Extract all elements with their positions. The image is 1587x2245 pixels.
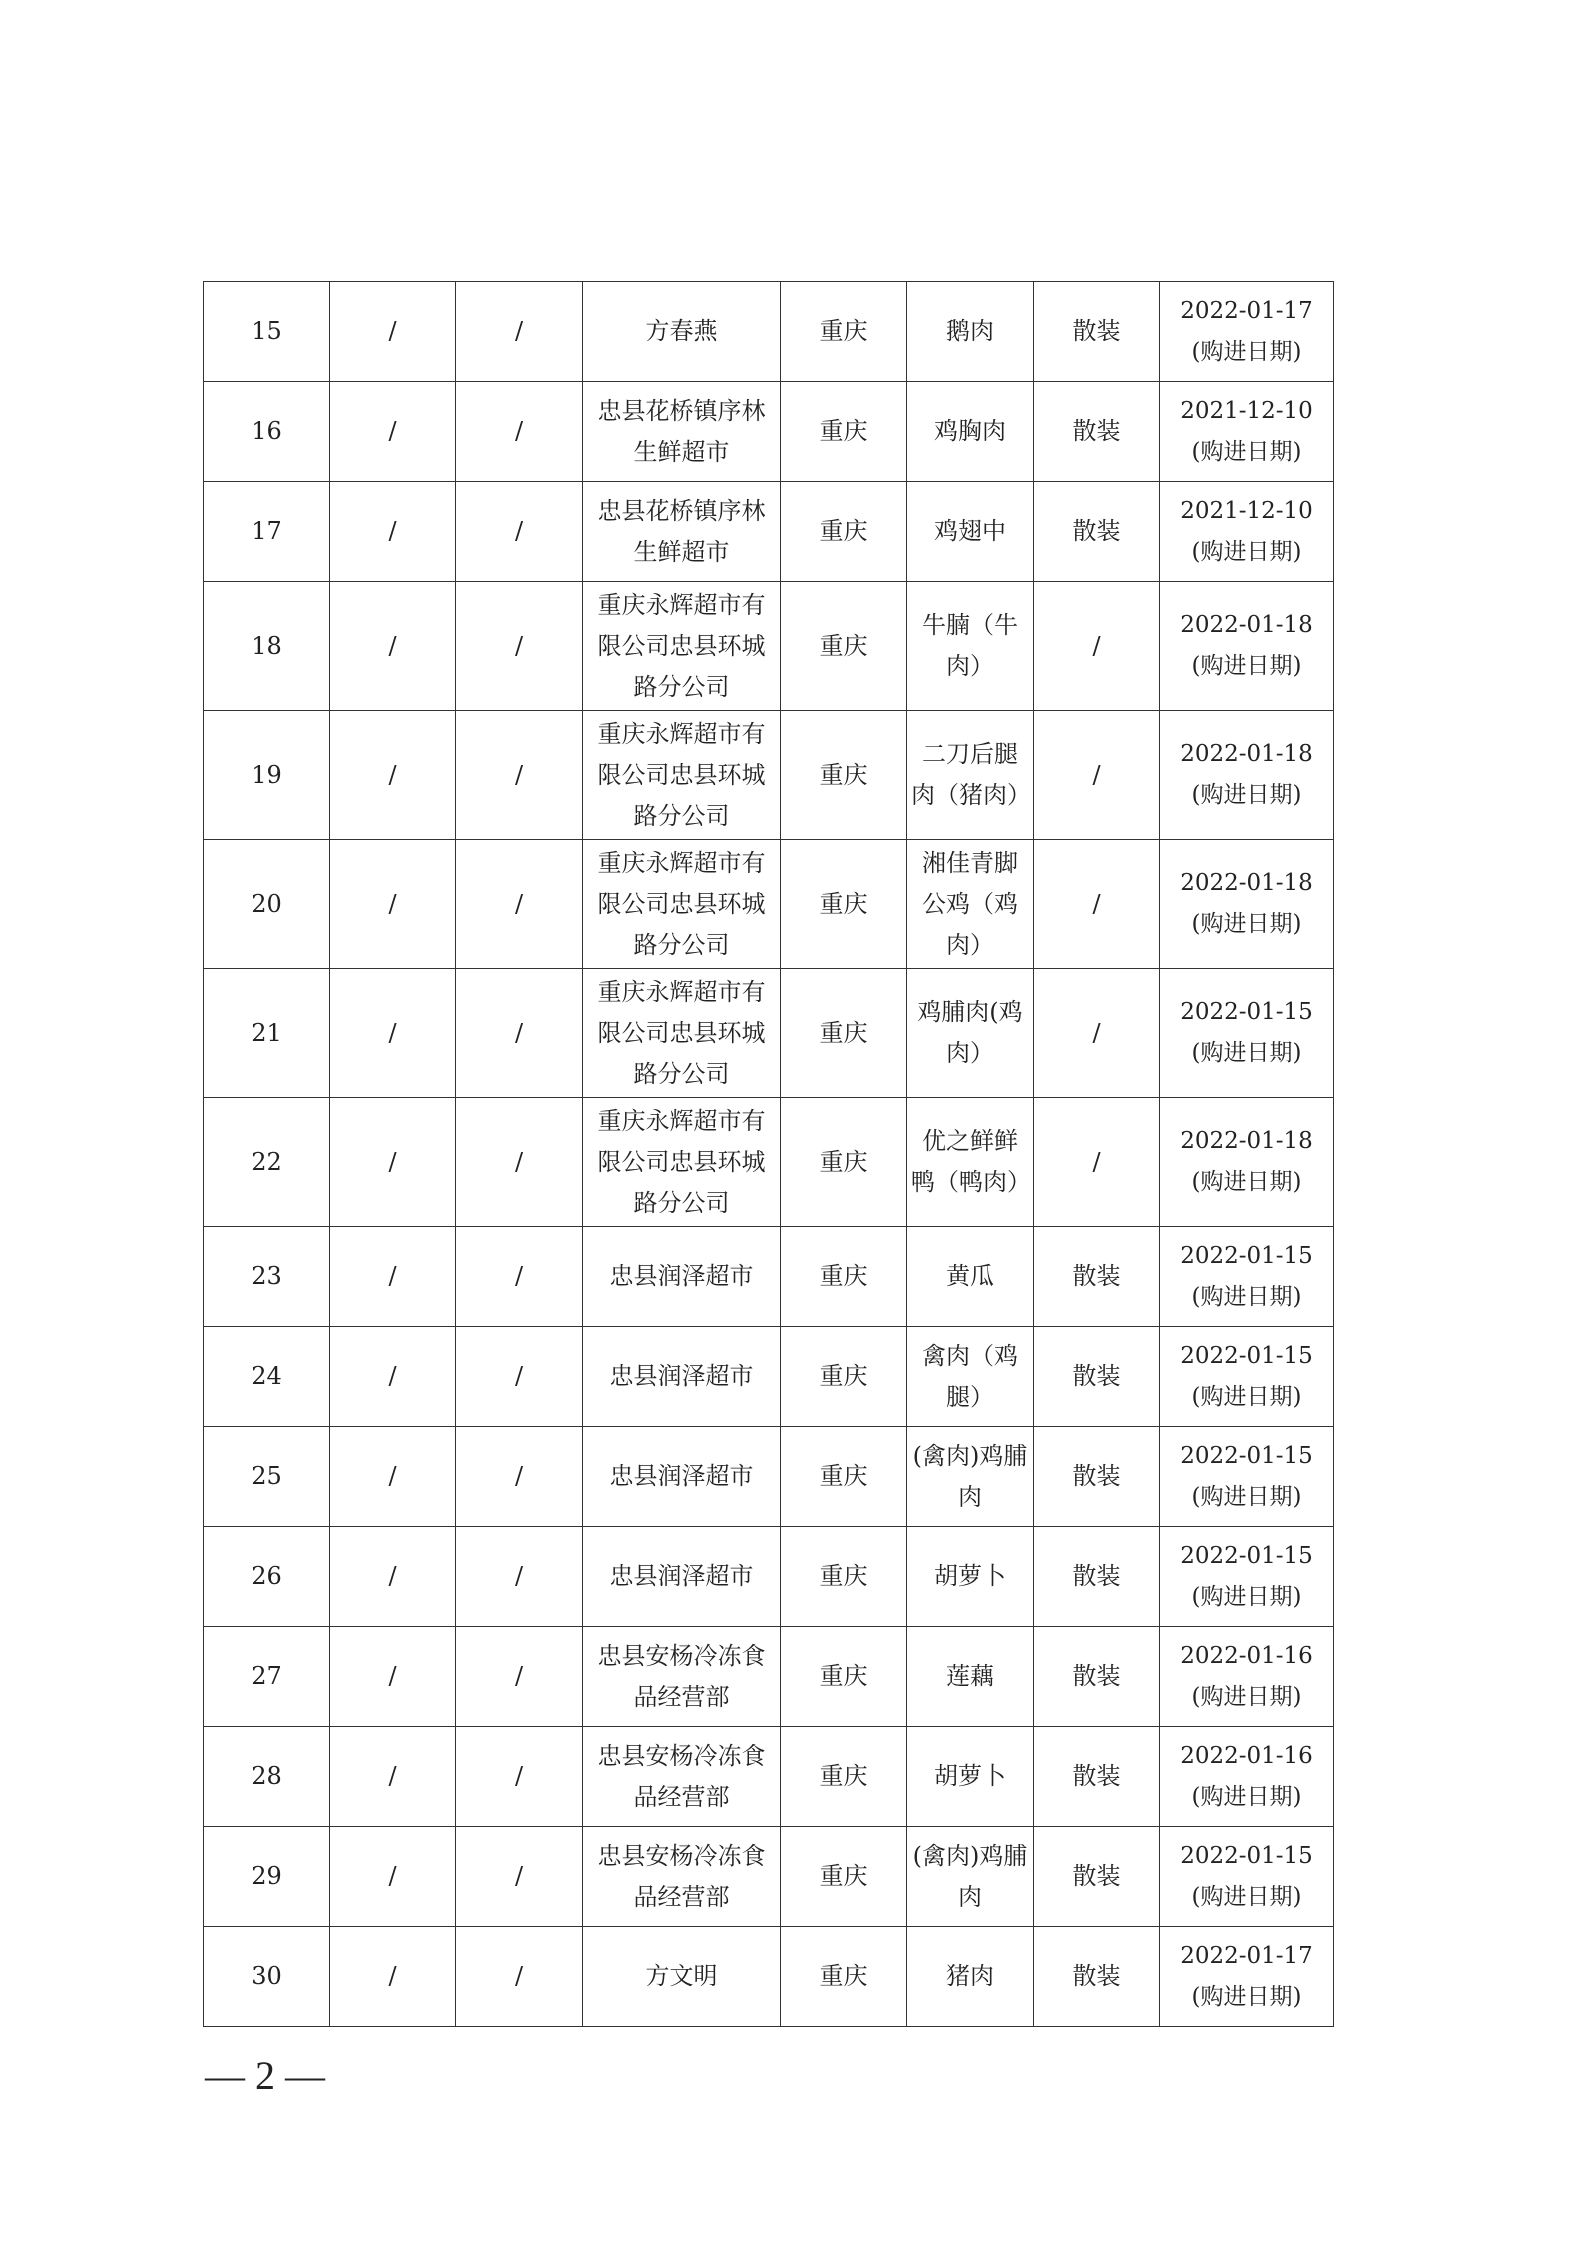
packaging-cell: 散装	[1034, 1227, 1160, 1327]
store-name-cell: 忠县安杨冷冻食品经营部	[583, 1727, 781, 1827]
slash-cell-3: /	[456, 840, 583, 969]
packaging-cell: 散装	[1034, 1627, 1160, 1727]
slash-cell-3: /	[456, 1827, 583, 1927]
store-name-cell: 忠县润泽超市	[583, 1527, 781, 1627]
table-row	[204, 1627, 1334, 1727]
packaging-cell: /	[1034, 711, 1160, 840]
slash-cell-3: /	[456, 1527, 583, 1627]
region-cell: 重庆	[781, 1927, 907, 2027]
region-cell: 重庆	[781, 1627, 907, 1727]
purchase-date-cell: 2022-01-15 (购进日期)	[1160, 1527, 1334, 1627]
store-name-cell: 重庆永辉超市有限公司忠县环城路分公司	[583, 711, 781, 840]
slash-cell-2: /	[330, 969, 456, 1098]
slash-cell-3: /	[456, 1227, 583, 1327]
slash-cell-2: /	[330, 482, 456, 582]
purchase-date-cell: 2022-01-16 (购进日期)	[1160, 1627, 1334, 1727]
table-row	[204, 969, 1334, 1098]
packaging-cell: /	[1034, 969, 1160, 1098]
row-number-cell: 17	[204, 482, 330, 582]
store-name-cell: 重庆永辉超市有限公司忠县环城路分公司	[583, 840, 781, 969]
product-name-cell: 牛腩（牛肉）	[907, 582, 1034, 711]
row-number-cell: 26	[204, 1527, 330, 1627]
slash-cell-3: /	[456, 1098, 583, 1227]
row-number-cell: 29	[204, 1827, 330, 1927]
slash-cell-2: /	[330, 582, 456, 711]
row-number-cell: 16	[204, 382, 330, 482]
packaging-cell: 散装	[1034, 1727, 1160, 1827]
row-number-cell: 30	[204, 1927, 330, 2027]
region-cell: 重庆	[781, 482, 907, 582]
purchase-date-cell: 2022-01-15 (购进日期)	[1160, 969, 1334, 1098]
store-name-cell: 忠县润泽超市	[583, 1427, 781, 1527]
slash-cell-3: /	[456, 711, 583, 840]
packaging-cell: /	[1034, 1098, 1160, 1227]
region-cell: 重庆	[781, 382, 907, 482]
slash-cell-3: /	[456, 969, 583, 1098]
product-name-cell: 湘佳青脚公鸡（鸡肉）	[907, 840, 1034, 969]
slash-cell-2: /	[330, 1527, 456, 1627]
product-name-cell: 胡萝卜	[907, 1527, 1034, 1627]
purchase-date-cell: 2022-01-18 (购进日期)	[1160, 840, 1334, 969]
table-row	[204, 1727, 1334, 1827]
table-row	[204, 1098, 1334, 1227]
row-number-cell: 28	[204, 1727, 330, 1827]
product-name-cell: 鸡胸肉	[907, 382, 1034, 482]
purchase-date-cell: 2021-12-10 (购进日期)	[1160, 382, 1334, 482]
region-cell: 重庆	[781, 1327, 907, 1427]
region-cell: 重庆	[781, 1827, 907, 1927]
store-name-cell: 忠县安杨冷冻食品经营部	[583, 1627, 781, 1727]
store-name-cell: 忠县花桥镇序林生鲜超市	[583, 382, 781, 482]
packaging-cell: 散装	[1034, 282, 1160, 382]
slash-cell-3: /	[456, 1727, 583, 1827]
region-cell: 重庆	[781, 711, 907, 840]
slash-cell-3: /	[456, 1427, 583, 1527]
sample-table	[203, 281, 1334, 2027]
row-number-cell: 22	[204, 1098, 330, 1227]
region-cell: 重庆	[781, 282, 907, 382]
purchase-date-cell: 2022-01-15 (购进日期)	[1160, 1827, 1334, 1927]
purchase-date-cell: 2022-01-18 (购进日期)	[1160, 582, 1334, 711]
packaging-cell: /	[1034, 840, 1160, 969]
row-number-cell: 15	[204, 282, 330, 382]
product-name-cell: 鹅肉	[907, 282, 1034, 382]
slash-cell-2: /	[330, 1227, 456, 1327]
region-cell: 重庆	[781, 1527, 907, 1627]
store-name-cell: 忠县润泽超市	[583, 1327, 781, 1427]
store-name-cell: 忠县安杨冷冻食品经营部	[583, 1827, 781, 1927]
packaging-cell: 散装	[1034, 1927, 1160, 2027]
table-row	[204, 1227, 1334, 1327]
purchase-date-cell: 2022-01-15 (购进日期)	[1160, 1327, 1334, 1427]
packaging-cell: /	[1034, 582, 1160, 711]
purchase-date-cell: 2021-12-10 (购进日期)	[1160, 482, 1334, 582]
slash-cell-3: /	[456, 482, 583, 582]
product-name-cell: 优之鲜鲜鸭（鸭肉）	[907, 1098, 1034, 1227]
packaging-cell: 散装	[1034, 1327, 1160, 1427]
table-row	[204, 1827, 1334, 1927]
table-row	[204, 840, 1334, 969]
slash-cell-2: /	[330, 840, 456, 969]
packaging-cell: 散装	[1034, 382, 1160, 482]
product-name-cell: 黄瓜	[907, 1227, 1034, 1327]
slash-cell-3: /	[456, 582, 583, 711]
purchase-date-cell: 2022-01-16 (购进日期)	[1160, 1727, 1334, 1827]
product-name-cell: (禽肉)鸡脯肉	[907, 1827, 1034, 1927]
slash-cell-3: /	[456, 282, 583, 382]
region-cell: 重庆	[781, 582, 907, 711]
slash-cell-2: /	[330, 711, 456, 840]
slash-cell-2: /	[330, 1327, 456, 1427]
slash-cell-2: /	[330, 382, 456, 482]
table-row	[204, 1427, 1334, 1527]
slash-cell-2: /	[330, 1427, 456, 1527]
table-body	[204, 282, 1334, 2027]
store-name-cell: 忠县润泽超市	[583, 1227, 781, 1327]
table-row	[204, 1527, 1334, 1627]
row-number-cell: 24	[204, 1327, 330, 1427]
table-row	[204, 1327, 1334, 1427]
slash-cell-3: /	[456, 1627, 583, 1727]
product-name-cell: 鸡脯肉(鸡肉）	[907, 969, 1034, 1098]
store-name-cell: 重庆永辉超市有限公司忠县环城路分公司	[583, 969, 781, 1098]
packaging-cell: 散装	[1034, 1827, 1160, 1927]
slash-cell-3: /	[456, 1327, 583, 1427]
product-name-cell: 二刀后腿肉（猪肉）	[907, 711, 1034, 840]
region-cell: 重庆	[781, 1727, 907, 1827]
region-cell: 重庆	[781, 1427, 907, 1527]
store-name-cell: 方文明	[583, 1927, 781, 2027]
slash-cell-2: /	[330, 1627, 456, 1727]
packaging-cell: 散装	[1034, 1527, 1160, 1627]
row-number-cell: 18	[204, 582, 330, 711]
product-name-cell: 莲藕	[907, 1627, 1034, 1727]
store-name-cell: 忠县花桥镇序林生鲜超市	[583, 482, 781, 582]
row-number-cell: 20	[204, 840, 330, 969]
purchase-date-cell: 2022-01-15 (购进日期)	[1160, 1227, 1334, 1327]
slash-cell-3: /	[456, 1927, 583, 2027]
region-cell: 重庆	[781, 1227, 907, 1327]
slash-cell-2: /	[330, 1098, 456, 1227]
product-name-cell: 禽肉（鸡腿）	[907, 1327, 1034, 1427]
product-name-cell: (禽肉)鸡脯肉	[907, 1427, 1034, 1527]
purchase-date-cell: 2022-01-18 (购进日期)	[1160, 711, 1334, 840]
page-number: — 2 —	[205, 2053, 325, 2098]
slash-cell-3: /	[456, 382, 583, 482]
slash-cell-2: /	[330, 1727, 456, 1827]
packaging-cell: 散装	[1034, 482, 1160, 582]
region-cell: 重庆	[781, 840, 907, 969]
purchase-date-cell: 2022-01-18 (购进日期)	[1160, 1098, 1334, 1227]
table-row	[204, 282, 1334, 382]
row-number-cell: 23	[204, 1227, 330, 1327]
region-cell: 重庆	[781, 969, 907, 1098]
store-name-cell: 方春燕	[583, 282, 781, 382]
table-row	[204, 711, 1334, 840]
row-number-cell: 21	[204, 969, 330, 1098]
store-name-cell: 重庆永辉超市有限公司忠县环城路分公司	[583, 1098, 781, 1227]
slash-cell-2: /	[330, 282, 456, 382]
row-number-cell: 25	[204, 1427, 330, 1527]
row-number-cell: 19	[204, 711, 330, 840]
product-name-cell: 胡萝卜	[907, 1727, 1034, 1827]
purchase-date-cell: 2022-01-17 (购进日期)	[1160, 1927, 1334, 2027]
store-name-cell: 重庆永辉超市有限公司忠县环城路分公司	[583, 582, 781, 711]
packaging-cell: 散装	[1034, 1427, 1160, 1527]
purchase-date-cell: 2022-01-17 (购进日期)	[1160, 282, 1334, 382]
region-cell: 重庆	[781, 1098, 907, 1227]
slash-cell-2: /	[330, 1927, 456, 2027]
table-row	[204, 382, 1334, 482]
table-row	[204, 482, 1334, 582]
product-name-cell: 猪肉	[907, 1927, 1034, 2027]
table-row	[204, 582, 1334, 711]
row-number-cell: 27	[204, 1627, 330, 1727]
purchase-date-cell: 2022-01-15 (购进日期)	[1160, 1427, 1334, 1527]
slash-cell-2: /	[330, 1827, 456, 1927]
product-name-cell: 鸡翅中	[907, 482, 1034, 582]
table-row	[204, 1927, 1334, 2027]
